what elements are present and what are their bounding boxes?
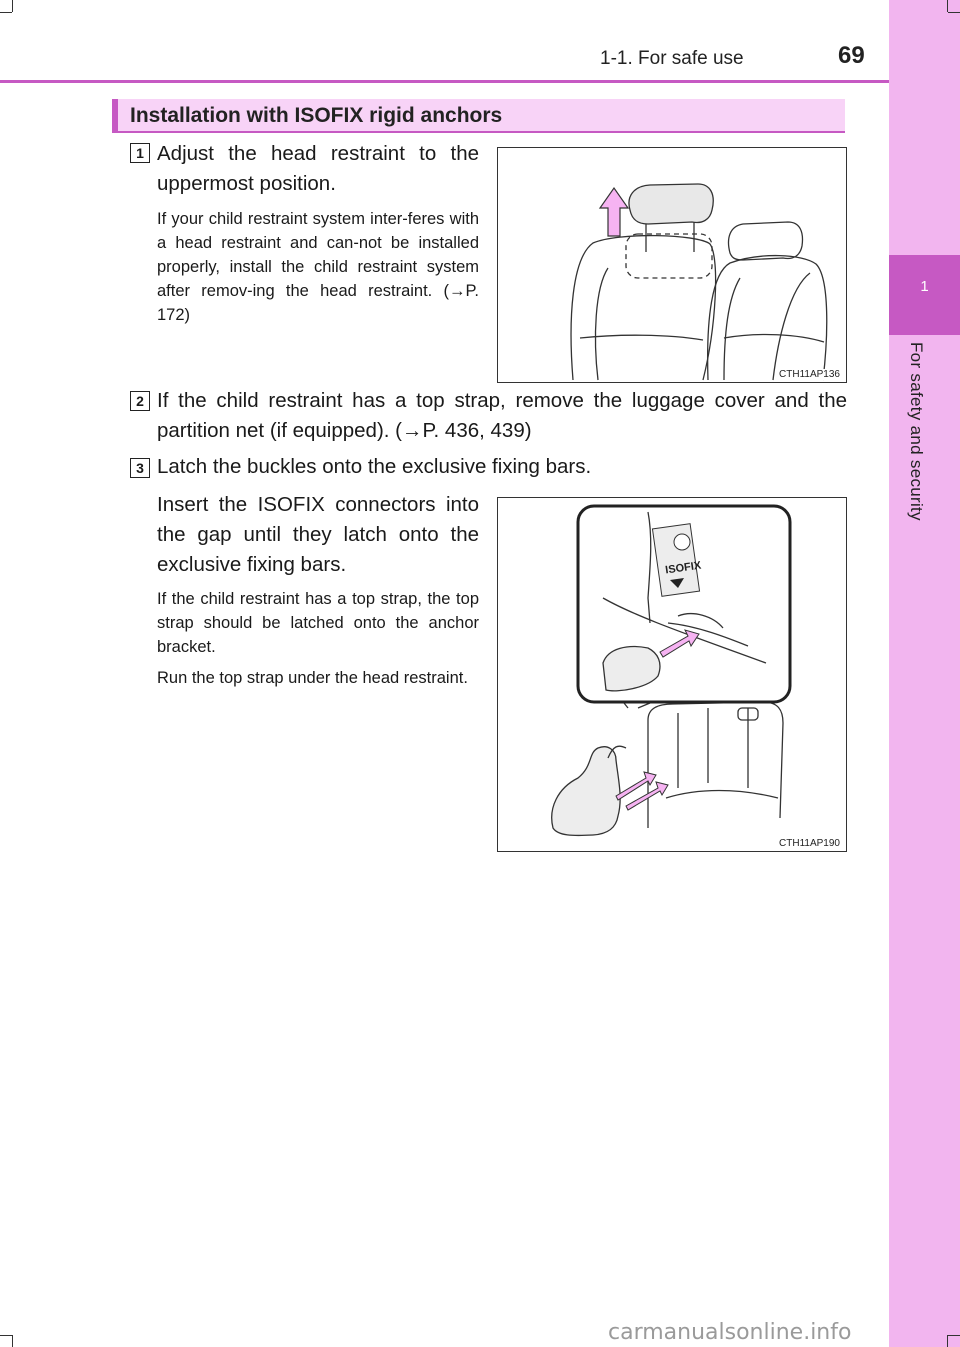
step-badge-3: 3 — [130, 458, 150, 478]
crop-mark — [0, 1335, 12, 1336]
step-3-text: Latch the buckles onto the exclusive fixing bars. — [157, 455, 592, 478]
chapter-tab — [889, 0, 960, 1347]
arrow-up-icon — [600, 188, 628, 236]
page-number: 69 — [838, 42, 865, 69]
crop-mark — [947, 1335, 948, 1347]
figure-head-restraint — [497, 147, 847, 383]
figure-isofix — [497, 497, 847, 852]
step-2-text: If the child restraint has a top strap, remove the luggage cover and the partition net (if equipped). (→P. 436, 439) — [157, 389, 847, 442]
step-3-note-1: If the child restraint has a top strap, the top strap should be latched onto the anchor bracket. — [157, 590, 479, 656]
crop-mark — [12, 0, 13, 12]
seat-illustration — [498, 148, 846, 382]
child-seat-icon — [674, 534, 690, 550]
chapter-title: For safety and security — [907, 342, 926, 521]
section-title: Installation with ISOFIX rigid anchors — [112, 99, 845, 133]
step-3-note-2: Run the top strap under the head restraint. — [157, 669, 468, 687]
crop-mark — [947, 0, 948, 12]
crop-mark — [0, 12, 12, 13]
crop-mark — [12, 1335, 13, 1347]
step-badge-1: 1 — [130, 143, 150, 163]
crop-mark — [948, 12, 960, 13]
isofix-label: ISOFIX — [664, 559, 702, 577]
header-rule — [0, 80, 889, 83]
isofix-illustration — [498, 498, 846, 851]
step-3-detail: Insert the ISOFIX connectors into the gap until they latch onto the exclusive fixing bars. — [157, 493, 479, 576]
figure-code: CTH11AP136 — [779, 369, 840, 380]
chapter-number: 1 — [920, 278, 929, 295]
section-header: 1-1. For safe use — [600, 48, 744, 69]
figure-code: CTH11AP190 — [779, 838, 840, 849]
step-badge-2: 2 — [130, 391, 150, 411]
step-1-note: If your child restraint system inter-feres with a head restraint and can-not be installed properly, install the child restraint system after remov-ing the head restraint. (→P. 172) — [157, 210, 479, 324]
crop-mark — [948, 1335, 960, 1336]
step-1-text: Adjust the head restraint to the uppermost position. — [157, 142, 479, 195]
footer-watermark: carmanualsonline.info — [608, 1320, 852, 1345]
chapter-tab-active — [889, 255, 960, 335]
